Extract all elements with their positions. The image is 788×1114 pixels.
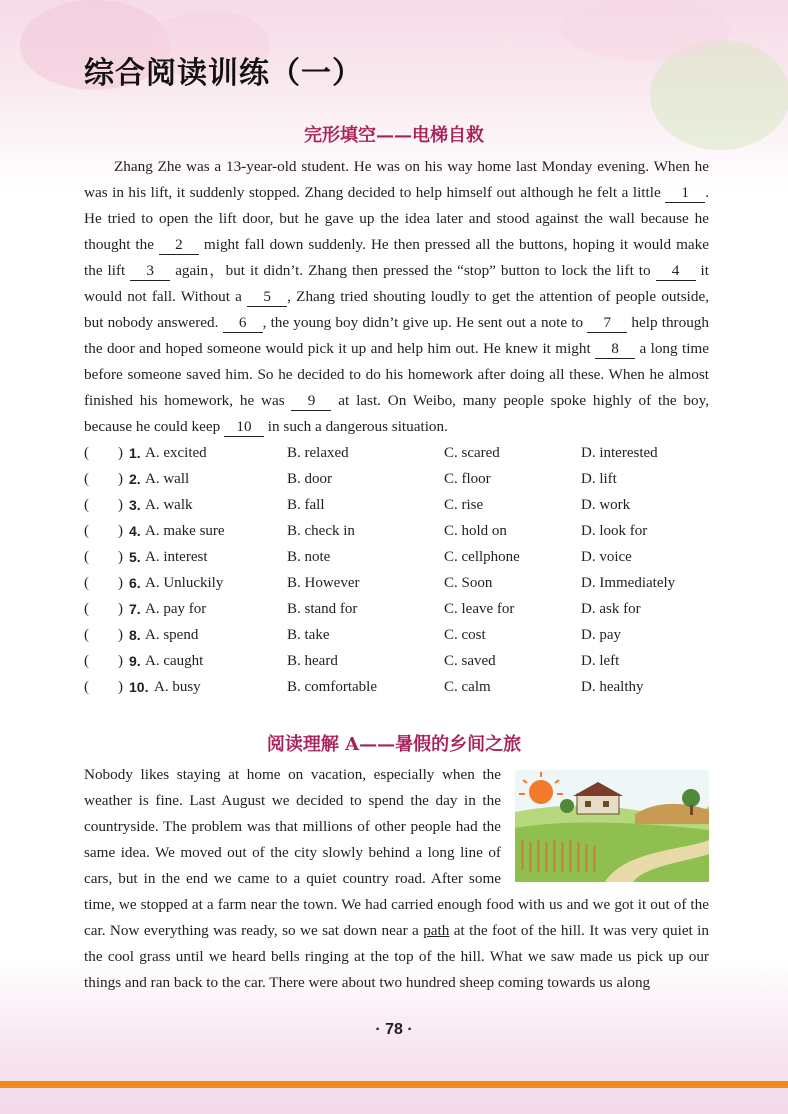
option-c: C. hold on — [444, 523, 507, 539]
option-a: A. caught — [145, 653, 204, 669]
option-b: B. check in — [287, 523, 355, 539]
page-number: · 78 · — [375, 1021, 413, 1038]
option-c: C. saved — [444, 653, 496, 669]
answer-paren-open: ( — [84, 627, 89, 643]
blank-7: 7 — [587, 314, 627, 333]
question-row — [84, 518, 709, 544]
question-number: 2. — [129, 471, 141, 487]
option-a: A. wall — [145, 471, 190, 487]
option-c: C. Soon — [444, 575, 493, 591]
question-number: 3. — [129, 497, 141, 513]
blank-4: 4 — [656, 262, 696, 281]
question-row — [84, 570, 709, 596]
answer-paren-open: ( — [84, 575, 89, 591]
option-c: C. cellphone — [444, 549, 520, 565]
answer-paren-close: ) — [118, 627, 123, 643]
option-b: B. comfortable — [287, 679, 377, 695]
blank-10: 10 — [224, 418, 264, 437]
option-b: B. relaxed — [287, 445, 349, 461]
option-b: B. However — [287, 575, 360, 591]
answer-paren-open: ( — [84, 445, 89, 461]
option-d: D. voice — [581, 549, 632, 565]
question-number: 5. — [129, 549, 141, 565]
blank-2: 2 — [159, 236, 199, 255]
option-c: C. leave for — [444, 601, 515, 617]
cloze-text: it would not fall. Without a — [84, 262, 709, 305]
question-row — [84, 492, 709, 518]
answer-paren-open: ( — [84, 601, 89, 617]
cloze-text: a long time before someone saved him. So he decided to do his homework after doing all these. When he almost finished his homework, he was — [84, 340, 709, 409]
option-d: D. lift — [581, 471, 617, 487]
cloze-text: might fall down suddenly. He then pressed all the buttons, hoping it would make the lift — [84, 236, 709, 279]
question-row — [84, 440, 709, 466]
option-a: A. spend — [145, 627, 199, 643]
cloze-text: help through the door and hoped someone would pick it up and help him out. He knew it might — [84, 314, 709, 357]
option-a: A. walk — [145, 497, 193, 513]
cloze-text: , Zhang tried shouting loudly to get the attention of people outside, but nobody answered. — [84, 288, 709, 331]
answer-paren-close: ) — [118, 653, 123, 669]
blank-9: 9 — [291, 392, 331, 411]
question-row — [84, 648, 709, 674]
footer-bar — [0, 1081, 788, 1088]
question-number: 1. — [129, 445, 141, 461]
question-row — [84, 466, 709, 492]
answer-paren-close: ) — [118, 679, 123, 695]
reading-text: at the foot of the hill. It was very quiet in the cool grass until we heard bells ringing at the top of the hill. What we saw made us pick up our things and ran back to the car. There were about two hundred sheep coming towards us along — [84, 922, 709, 991]
answer-paren-open: ( — [84, 497, 89, 513]
cloze-text: . He tried to open the lift door, but he gave up the idea later and stood against the wall because he thought the — [84, 184, 709, 253]
option-d: D. work — [581, 497, 631, 513]
option-b: B. take — [287, 627, 330, 643]
option-b: B. fall — [287, 497, 325, 513]
question-number: 6. — [129, 575, 141, 591]
answer-paren-close: ) — [118, 497, 123, 513]
option-a: A. busy — [154, 679, 201, 695]
blank-6: 6 — [223, 314, 263, 333]
answer-paren-close: ) — [118, 575, 123, 591]
option-d: D. ask for — [581, 601, 641, 617]
option-a: A. Unluckily — [145, 575, 224, 591]
option-d: D. look for — [581, 523, 648, 539]
question-options — [84, 440, 709, 700]
cloze-text: again，but it didn’t. Zhang then pressed the “stop” button to lock the lift to — [170, 262, 656, 279]
answer-paren-close: ) — [118, 523, 123, 539]
question-number: 9. — [129, 653, 141, 669]
blank-1: 1 — [665, 184, 705, 203]
answer-paren-open: ( — [84, 679, 89, 695]
option-b: B. heard — [287, 653, 338, 669]
option-a: A. make sure — [145, 523, 225, 539]
option-c: C. scared — [444, 445, 500, 461]
cloze-heading: 完形填空——电梯自救 — [304, 125, 484, 146]
option-d: D. interested — [581, 445, 658, 461]
option-b: B. door — [287, 471, 332, 487]
answer-paren-close: ) — [118, 601, 123, 617]
option-d: D. Immediately — [581, 575, 676, 591]
question-number: 4. — [129, 523, 141, 539]
answer-paren-open: ( — [84, 523, 89, 539]
cloze-text: at last. On Weibo, many people spoke highly of the boy, because he could keep — [84, 392, 710, 435]
question-number: 7. — [129, 601, 141, 617]
answer-paren-close: ) — [118, 445, 123, 461]
question-number: 10. — [129, 679, 149, 695]
option-a: A. interest — [145, 549, 208, 565]
question-number: 8. — [129, 627, 141, 643]
answer-paren-open: ( — [84, 471, 89, 487]
answer-paren-open: ( — [84, 653, 89, 669]
decor-blossom — [560, 0, 730, 60]
cloze-passage — [84, 154, 709, 440]
cloze-text: in such a dangerous situation. — [264, 418, 448, 435]
option-a: A. pay for — [145, 601, 207, 617]
option-c: C. rise — [444, 497, 484, 513]
underlined-word: path — [423, 922, 450, 939]
question-row — [84, 596, 709, 622]
option-d: D. pay — [581, 627, 621, 643]
question-row — [84, 674, 709, 700]
countryside-farm-illustration — [515, 770, 709, 882]
page-title: 综合阅读训练（一） — [84, 56, 363, 91]
answer-paren-open: ( — [84, 549, 89, 565]
option-b: B. note — [287, 549, 331, 565]
answer-paren-close: ) — [118, 471, 123, 487]
blank-5: 5 — [247, 288, 287, 307]
question-row — [84, 622, 709, 648]
blank-3: 3 — [130, 262, 170, 281]
option-d: D. left — [581, 653, 620, 669]
question-row — [84, 544, 709, 570]
option-c: C. floor — [444, 471, 491, 487]
answer-paren-close: ) — [118, 549, 123, 565]
reading-passage — [84, 762, 709, 996]
option-d: D. healthy — [581, 679, 644, 695]
cloze-text: Zhang Zhe was a 13-year-old student. He was on his way home last Monday evening. When he was in his lift, it suddenly stopped. Zhang decided to help himself out although he felt a little — [84, 158, 709, 201]
option-a: A. excited — [145, 445, 207, 461]
reading-heading: 阅读理解 A——暑假的乡间之旅 — [266, 734, 522, 755]
reading-text: Nobody likes staying at home on vacation, especially when the weather is fine. Last August we decided to spend the day in the countryside. The problem was that millions of other people had the same idea. We moved out of the city slowly behind a long line of cars, but in the end we came to a quiet country road. After some time, we stopped at a farm near the town. We had carried enough food with us and we got it out of the car. Now everything was ready, so we sat down near a — [84, 766, 709, 939]
option-c: C. cost — [444, 627, 486, 643]
option-b: B. stand for — [287, 601, 358, 617]
cloze-text: , the young boy didn’t give up. He sent out a note to — [262, 314, 588, 331]
blank-8: 8 — [595, 340, 635, 359]
option-c: C. calm — [444, 679, 491, 695]
